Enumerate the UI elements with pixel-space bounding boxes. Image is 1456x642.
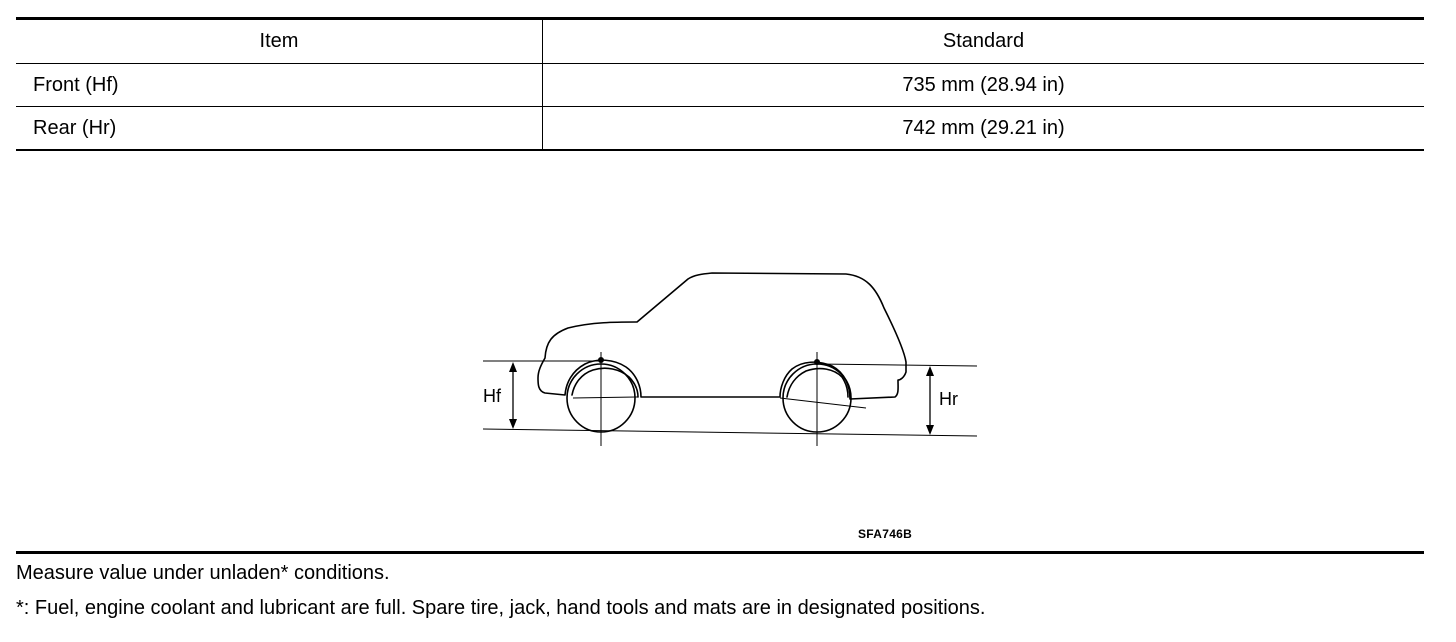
table-row xyxy=(16,64,1424,107)
row-rear-item: Rear (Hr) xyxy=(16,107,543,151)
hf-label: Hf xyxy=(483,386,501,406)
section-divider xyxy=(16,551,1424,554)
table-row xyxy=(16,107,1424,151)
unladen-definition-note: *: Fuel, engine coolant and lubricant are full. Spare tire, jack, hand tools and mats are in designated positions. xyxy=(16,597,986,619)
hf-arrow-top xyxy=(509,362,517,372)
vehicle-body-outline xyxy=(538,273,906,399)
header-standard: Standard xyxy=(543,19,1425,64)
ground-line xyxy=(483,429,977,436)
specification-table xyxy=(16,17,1424,151)
front-wheel-horizontal-centerline xyxy=(573,397,638,398)
front-hub-dot xyxy=(598,357,604,363)
measurement-note: Measure value under unladen* conditions. xyxy=(16,562,390,584)
vehicle-side-view-diagram xyxy=(0,150,1456,550)
hr-label: Hr xyxy=(939,389,958,409)
hr-arrow-top xyxy=(926,366,934,376)
row-front-standard: 735 mm (28.94 in) xyxy=(543,64,1425,107)
rear-hub-dot xyxy=(814,359,820,365)
table-header-row xyxy=(16,19,1424,64)
header-item: Item xyxy=(16,19,543,64)
hr-arrow-bottom xyxy=(926,425,934,435)
ride-height-figure xyxy=(0,150,1456,550)
row-rear-standard: 742 mm (29.21 in) xyxy=(543,107,1425,151)
front-wheel-arch xyxy=(572,368,638,397)
rear-height-reference-line xyxy=(817,364,977,366)
row-front-item: Front (Hf) xyxy=(16,64,543,107)
hf-arrow-bottom xyxy=(509,419,517,429)
figure-code: SFA746B xyxy=(858,527,913,541)
